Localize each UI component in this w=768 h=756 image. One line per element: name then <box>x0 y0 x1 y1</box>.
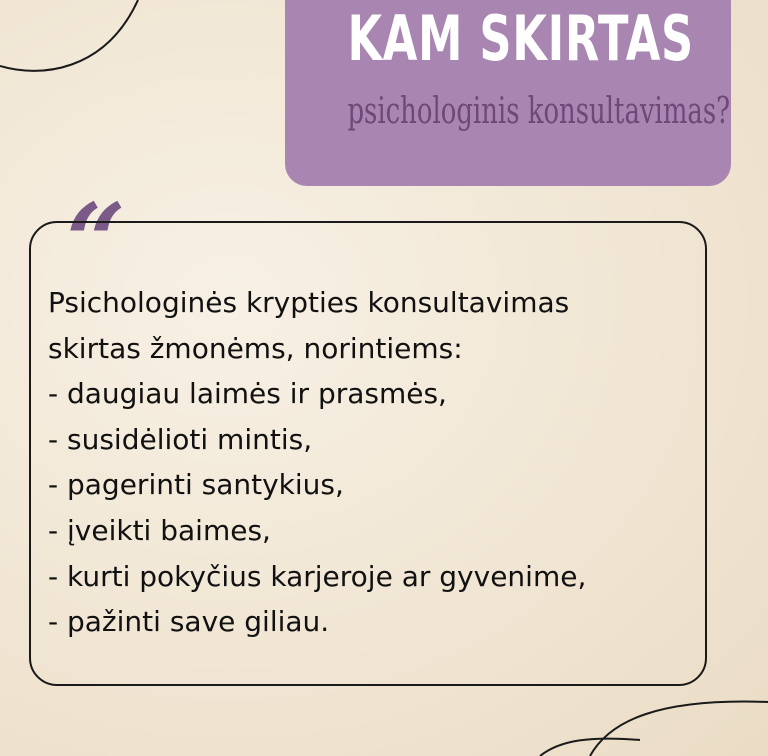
page-title: KAM SKIRTAS <box>347 2 694 75</box>
list-item: - kurti pokyčius karjeroje ar gyvenime, <box>48 559 587 593</box>
list-item: - pagerinti santykius, <box>48 468 344 502</box>
bottom-right-curve <box>590 702 768 756</box>
page-subtitle: psichologinis konsultavimas? <box>347 91 731 132</box>
top-left-curve <box>0 0 138 71</box>
bottom-right-curve-2 <box>540 739 640 756</box>
list-item: - susidėlioti mintis, <box>48 422 313 456</box>
title-box <box>285 0 731 186</box>
list-item: - įveikti baimes, <box>48 513 271 547</box>
intro-line-1: Psichologinės krypties konsultavimas <box>48 286 570 319</box>
list-item: - daugiau laimės ir prasmės, <box>48 377 447 411</box>
list-item: - pažinti save giliau. <box>48 605 330 639</box>
intro-line-2: skirtas žmonėms, norintiems: <box>48 331 463 365</box>
quote-mark-icon: “ <box>66 180 126 303</box>
card-text <box>48 280 586 645</box>
